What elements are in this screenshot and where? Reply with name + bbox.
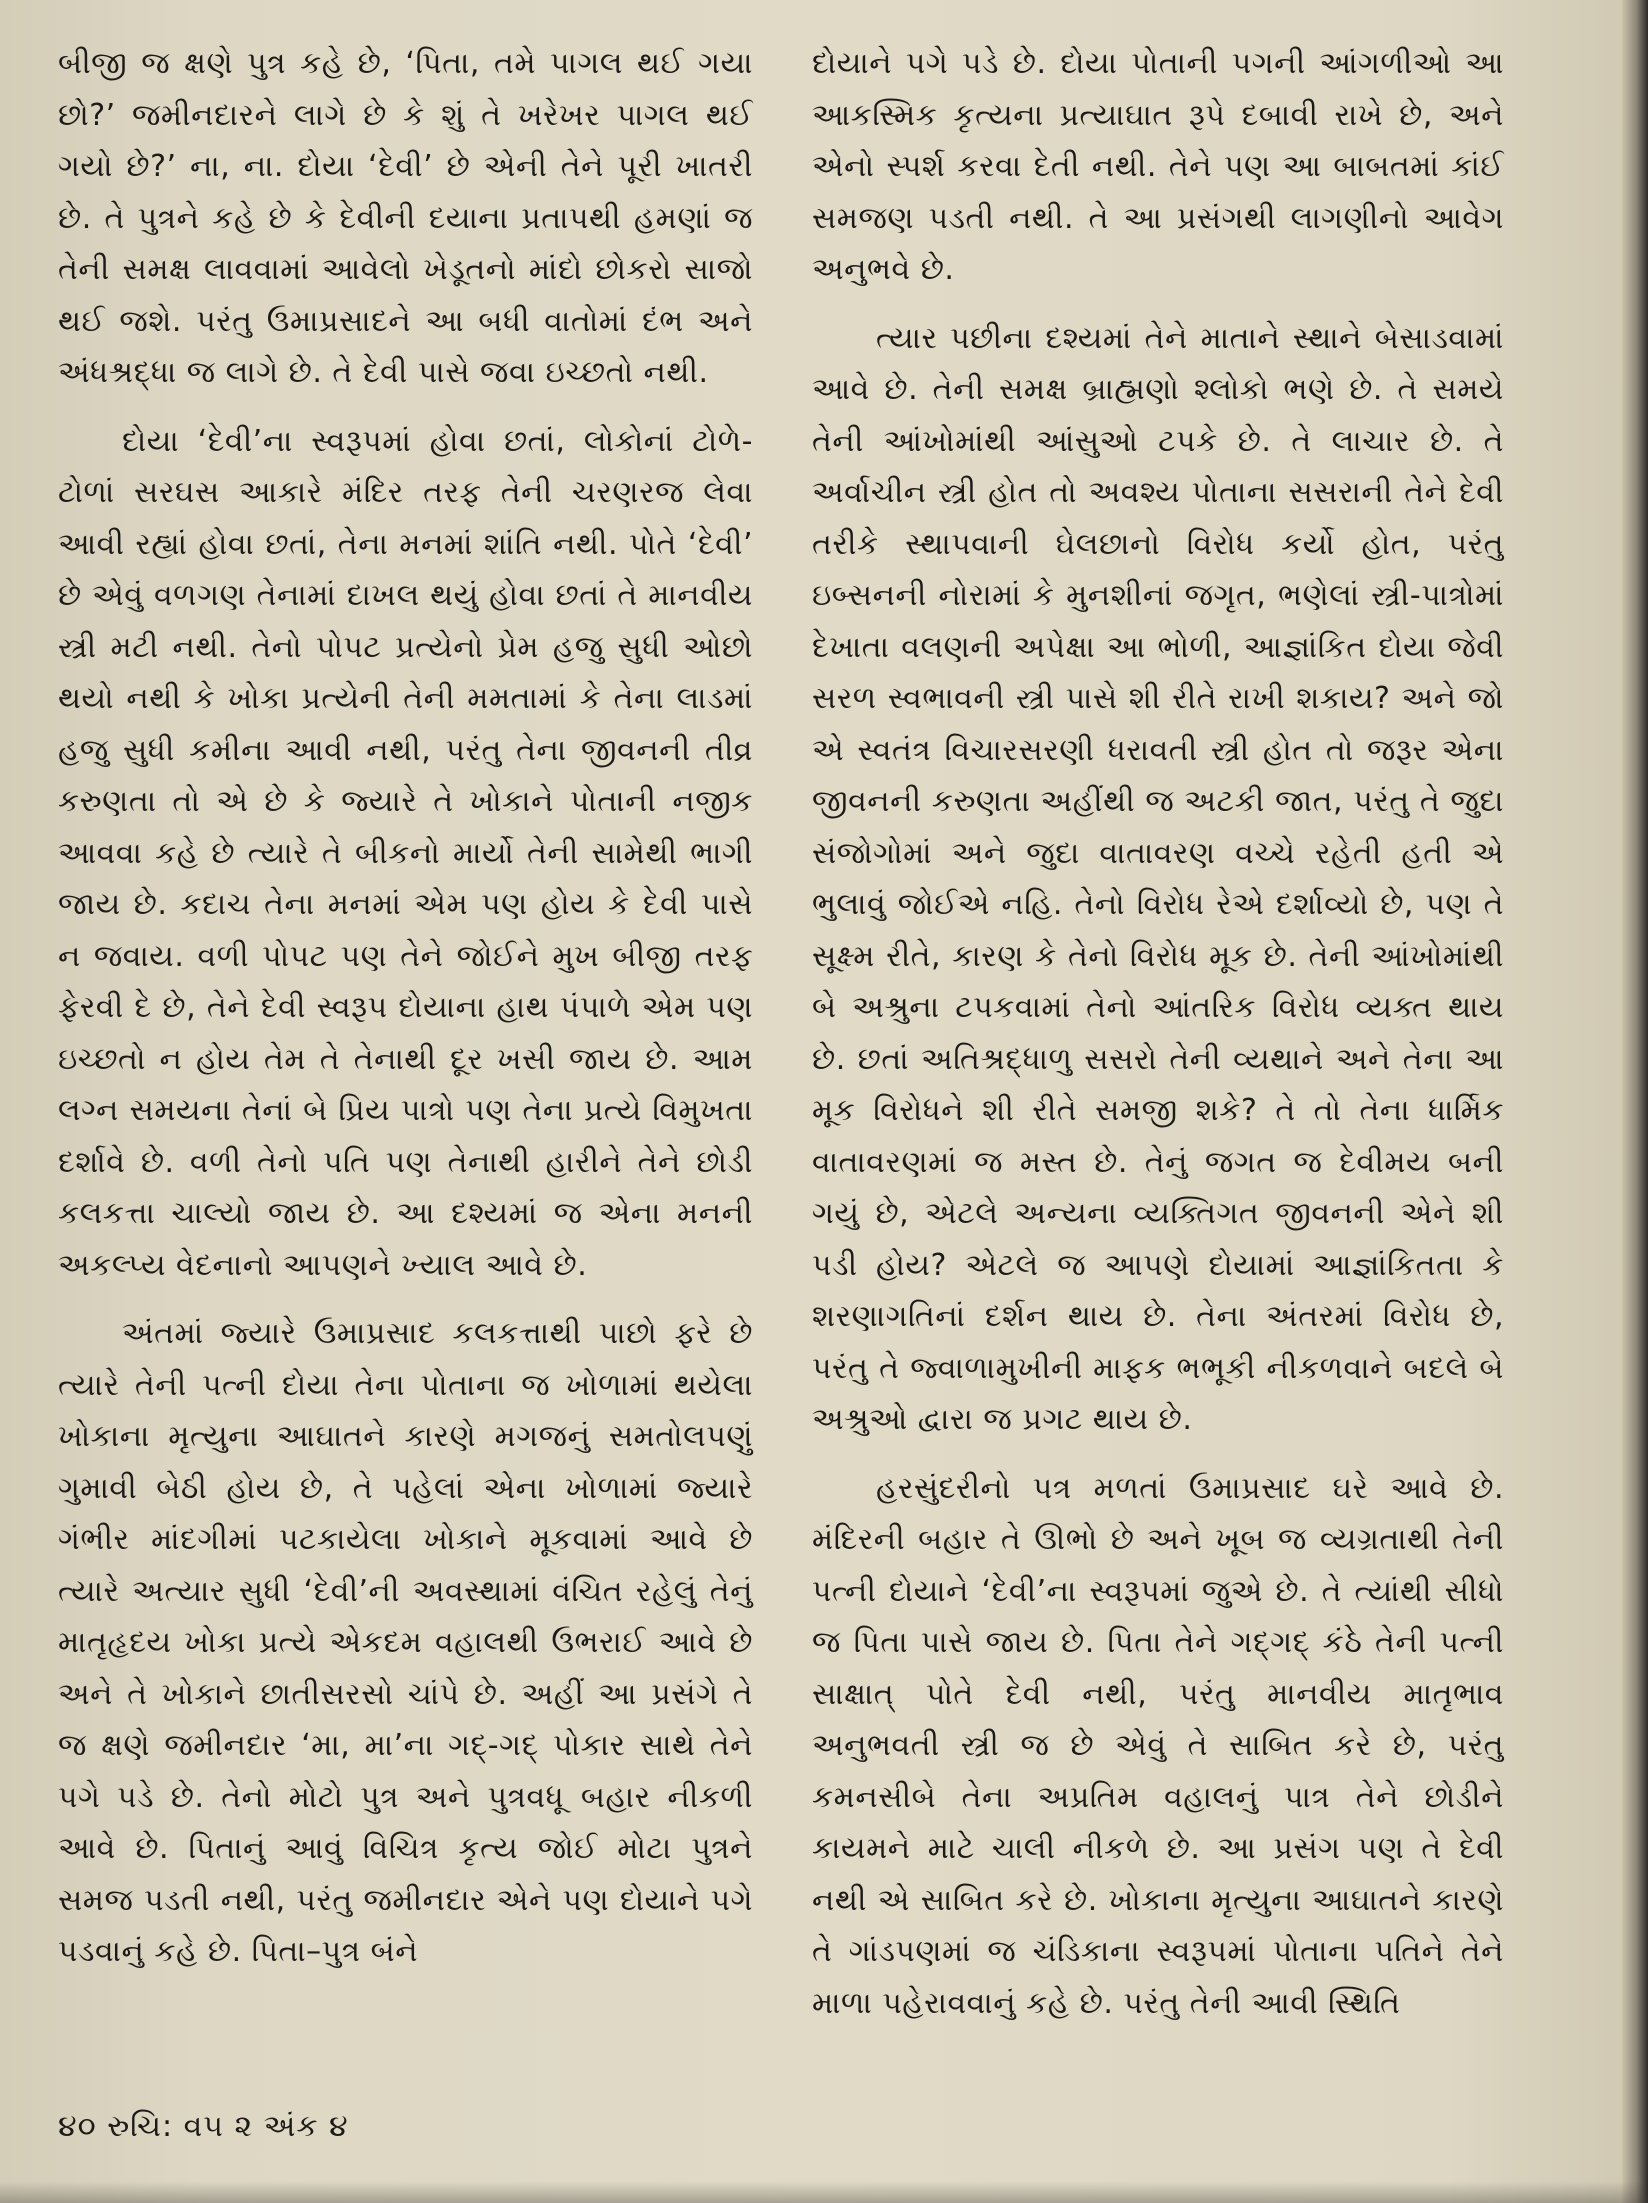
left-paragraph-1: બીજી જ ક્ષણે પુત્ર કહે છે, ‘પિતા, તમે પાગલ થઈ ગયા છો?’ જમીનદારને લાગે છે કે શું તે ખરેખર પાગલ થઈ ગયો છે?’ ના, ના. દોયા ‘દેવી’ છે એની તેને પૂરી ખાતરી છે. તે પુત્રને કહે છે કે દેવીની દયાના પ્રતાપથી હમણાં જ તેની સમક્ષ લાવવામાં આવેલો ખેડૂતનો માંદો છોકરો સાજો થઈ જશે. પરંતુ ઉમાપ્રસાદને આ બધી વાતોમાં દંભ અને અંધશ્રદ્ધા જ લાગે છે. તે દેવી પાસે જવા ઇચ્છતો નથી. xyxy=(58,46,753,390)
right-paragraph-2: ત્યાર પછીના દશ્યમાં તેને માતાને સ્થાને બેસાડવામાં આવે છે. તેની સમક્ષ બ્રાહ્મણો શ્લોકો ભણે છે. તે સમયે તેની આંખોમાંથી આંસુઓ ટપકે છે. તે લાચાર છે. તે અર્વાચીન સ્ત્રી હોત તો અવશ્ય પોતાના સસરાની તેને દેવી તરીકે સ્થાપવાની ઘેલછાનો વિરોધ કર્યો હોત, પરંતુ ઇબ્સનની નોરામાં કે મુનશીનાં જગૃત, ભણેલાં સ્ત્રી-પાત્રોમાં દેખાતા વલણની અપેક્ષા આ ભોળી, આજ્ઞાંકિત દોયા જેવી સરળ સ્વભાવની સ્ત્રી પાસે શી રીતે રાખી શકાય? અને જો એ સ્વતંત્ર વિચારસરણી ધરાવતી સ્ત્રી હોત તો જરૂર એના જીવનની કરુણતા અહીંથી જ અટકી જાત, પરંતુ તે જુદા સંજોગોમાં અને જુદા વાતાવરણ વચ્ચે રહેતી હતી એ ભુલાવું જોઈએ નહિ. તેનો વિરોધ રેએ દર્શાવ્યો છે, પણ તે સૂક્ષ્મ રીતે, કારણ કે તેનો વિરોધ મૂક છે. તેની આંખોમાંથી બે અશ્રુના ટપકવામાં તેનો આંતરિક વિરોધ વ્યક્ત થાય છે. છતાં અતિશ્રદ્ધાળુ સસરો તેની વ્યથાને અને તેના આ મૂક વિરોધને શી રીતે સમજી શકે? તે તો તેના ધાર્મિક વાતાવરણમાં જ મસ્ત છે. તેનું જગત જ દેવીમય બની ગયું છે, એટલે અન્યના વ્યક્તિગત જીવનની એને શી પડી હોય? એટલે જ આપણે દોયામાં આજ્ઞાંકિતતા કે શરણાગતિનાં દર્શન થાય છે. તેના અંતરમાં વિરોધ છે, પરંતુ તે જ્વાળામુખીની માફક ભભૂકી નીકળવાને બદલે બે અશ્રુઓ દ્વારા જ પ્રગટ થાય છે. xyxy=(812,320,1504,1437)
left-paragraph-3: અંતમાં જ્યારે ઉમાપ્રસાદ કલકત્તાથી પાછો ફરે છે ત્યારે તેની પત્ની દોયા તેના પોતાના જ ખોળામાં થયેલા ખોકાના મૃત્યુના આઘાતને કારણે મગજનું સમતોલપણું ગુમાવી બેઠી હોય છે, તે પહેલાં એના ખોળામાં જ્યારે ગંભીર માંદગીમાં પટકાયેલા ખોકાને મૂકવામાં આવે છે ત્યારે અત્યાર સુધી ‘દેવી’ની અવસ્થામાં વંચિત રહેલું તેનું માતૃહૃદય ખોકા પ્રત્યે એકદમ વહાલથી ઉભરાઈ આવે છે અને તે ખોકાને છાતીસરસો ચાંપે છે. અહીં આ પ્રસંગે તે જ ક્ષણે જમીનદાર ‘મા, મા’ના ગદ્-ગદ્ પોકાર સાથે તેને પગે પડે છે. તેનો મોટો પુત્ર અને પુત્રવધૂ બહાર નીકળી આવે છે. પિતાનું આવું વિચિત્ર કૃત્ય જોઈ મોટા પુત્રને સમજ પડતી નથી, પરંતુ જમીનદાર એને પણ દોયાને પગે પડવાનું કહે છે. પિતા–પુત્ર બંને xyxy=(58,1316,753,1969)
page-edge-shadow xyxy=(1622,0,1648,2203)
page-bottom-shadow xyxy=(0,2181,1648,2203)
left-paragraph-2: દોયા ‘દેવી’ના સ્વરૂપમાં હોવા છતાં, લોકોનાં ટોળે-ટોળાં સરઘસ આકારે મંદિર તરફ તેની ચરણરજ લેવા આવી રહ્યાં હોવા છતાં, તેના મનમાં શાંતિ નથી. પોતે ‘દેવી’ છે એવું વળગણ તેનામાં દાખલ થયું હોવા છતાં તે માનવીય સ્ત્રી મટી નથી. તેનો પોપટ પ્રત્યેનો પ્રેમ હજુ સુધી ઓછો થયો નથી કે ખોકા પ્રત્યેની તેની મમતામાં કે તેના લાડમાં હજુ સુધી કમીના આવી નથી, પરંતુ તેના જીવનની તીવ્ર કરુણતા તો એ છે કે જ્યારે તે ખોકાને પોતાની નજીક આવવા કહે છે ત્યારે તે બીકનો માર્યો તેની સામેથી ભાગી જાય છે. કદાચ તેના મનમાં એમ પણ હોય કે દેવી પાસે ન જવાય. વળી પોપટ પણ તેને જોઈને મુખ બીજી તરફ ફેરવી દે છે, તેને દેવી સ્વરૂપ દોયાના હાથ પંપાળે એમ પણ ઇચ્છતો ન હોય તેમ તે તેનાથી દૂર ખસી જાય છે. આમ લગ્ન સમયના તેનાં બે પ્રિય પાત્રો પણ તેના પ્રત્યે વિમુખતા દર્શાવે છે. વળી તેનો પતિ પણ તેનાથી હારીને તેને છોડી કલકત્તા ચાલ્યો જાય છે. આ દશ્યમાં જ એના મનની અકલ્પ્ય વેદનાનો આપણને ખ્યાલ આવે છે. xyxy=(58,423,753,1283)
right-column xyxy=(812,38,1504,2046)
right-paragraph-3: હરસુંદરીનો પત્ર મળતાં ઉમાપ્રસાદ ઘરે આવે છે. મંદિરની બહાર તે ઊભો છે અને ખૂબ જ વ્યગ્રતાથી તેની પત્ની દોયાને ‘દેવી’ના સ્વરૂપમાં જુએ છે. તે ત્યાંથી સીધો જ પિતા પાસે જાય છે. પિતા તેને ગદ્ગદ્ કંઠે તેની પત્ની સાક્ષાત્ પોતે દેવી નથી, પરંતુ માનવીય માતૃભાવ અનુભવતી સ્ત્રી જ છે એવું તે સાબિત કરે છે, પરંતુ કમનસીબે તેના અપ્રતિમ વહાલનું પાત્ર તેને છોડીને કાયમને માટે ચાલી નીકળે છે. આ પ્રસંગ પણ તે દેવી નથી એ સાબિત કરે છે. ખોકાના મૃત્યુના આઘાતને કારણે તે ગાંડપણમાં જ ચંડિકાના સ્વરૂપમાં પોતાના પતિને તેને માળા પહેરાવવાનું કહે છે. પરંતુ તેની આવી સ્થિતિ xyxy=(812,1470,1504,2021)
right-paragraph-1: દોયાને પગે પડે છે. દોયા પોતાની પગની આંગળીઓ આ આકસ્મિક કૃત્યના પ્રત્યાઘાત રૂપે દબાવી રાખે છે, અને એનો સ્પર્શ કરવા દેતી નથી. તેને પણ આ બાબતમાં કાંઈ સમજણ પડતી નથી. તે આ પ્રસંગથી લાગણીનો આવેગ અનુભવે છે. xyxy=(812,46,1504,287)
left-column xyxy=(58,38,753,1995)
page-footer: ૪૦ રુચિ: વ૫ ૨ અંક ૪ xyxy=(58,2109,349,2144)
